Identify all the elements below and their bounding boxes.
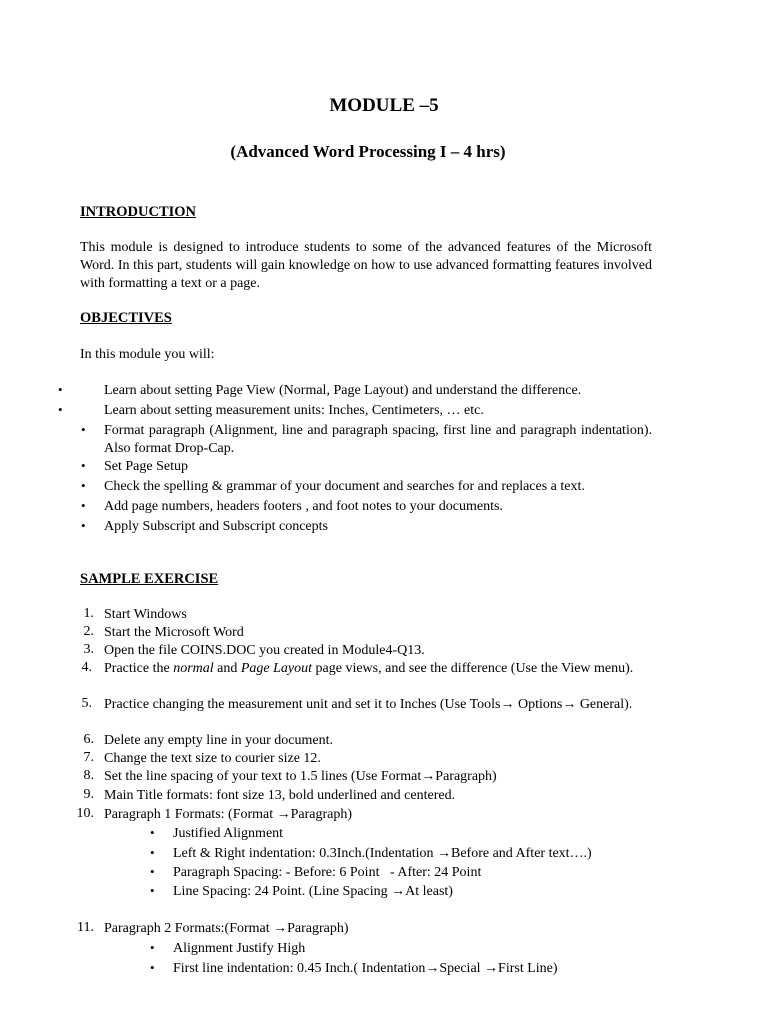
sub-bullet: • <box>150 940 155 955</box>
sub-item: Left & Right indentation: 0.3Inch.(Indentation →Before and After text….) <box>173 846 592 861</box>
intro-heading: INTRODUCTION <box>80 204 197 220</box>
step-number: 8. <box>83 768 94 783</box>
step-text: Delete any empty line in your document. <box>104 733 333 748</box>
sub-item: Alignment Justify High <box>173 941 306 956</box>
step-number: 6. <box>83 732 94 747</box>
objective-item: Check the spelling & grammar of your document and searches for and replaces a text. <box>104 479 585 494</box>
objective-bullet: • <box>81 458 86 473</box>
objective-item: Set Page Setup <box>104 459 188 474</box>
sub-bullet: • <box>150 864 155 879</box>
step-text: Change the text size to courier size 12. <box>104 751 321 766</box>
objective-bullet: • <box>58 382 63 397</box>
step-number: 7. <box>83 750 94 765</box>
step-number: 2. <box>83 624 94 639</box>
sub-item: Line Spacing: 24 Point. (Line Spacing →At least) <box>173 884 453 899</box>
step-text-part: and <box>213 661 241 676</box>
sub-bullet: • <box>150 960 155 975</box>
step-text: Main Title formats: font size 13, bold underlined and centered. <box>104 788 456 803</box>
objective-item: Learn about setting Page View (Normal, Page Layout) and understand the difference. <box>104 383 582 398</box>
objectives-lead: In this module you will: <box>80 347 215 362</box>
sub-item: Justified Alignment <box>173 826 284 841</box>
objective-bullet: • <box>81 498 86 513</box>
objective-bullet: • <box>81 478 86 493</box>
step-number: 9. <box>83 787 94 802</box>
sub-bullet: • <box>150 825 155 840</box>
step-text: Practice changing the measurement unit and set it to Inches (Use Tools→ Options→ General). <box>104 697 633 712</box>
intro-paragraph: This module is designed to introduce students to some of the advanced features of the Microsoft Word. In this part, students will gain knowledge on how to use advanced formatting features involved with formatting a text or a page. <box>80 240 652 291</box>
step-text: Start the Microsoft Word <box>104 625 244 640</box>
page-title: MODULE –5 <box>329 95 439 116</box>
step-number: 10. <box>76 806 94 821</box>
step-text <box>104 660 652 678</box>
objective-bullet: • <box>81 518 86 533</box>
step-text: Paragraph 1 Formats: (Format →Paragraph) <box>104 807 353 822</box>
step-number: 3. <box>83 642 94 657</box>
objective-bullet: • <box>81 422 86 437</box>
step-number: 1. <box>83 606 94 621</box>
step-number: 11. <box>77 920 94 935</box>
objective-item: Apply Subscript and Subscript concepts <box>104 519 328 534</box>
step-text-part: Practice the <box>104 661 174 676</box>
step-number: 4. <box>81 660 92 675</box>
sub-item: First line indentation: 0.45 Inch.( Indentation→Special →First Line) <box>173 961 558 976</box>
objectives-heading: OBJECTIVES <box>80 310 172 326</box>
objective-item: Learn about setting measurement units: Inches, Centimeters, … etc. <box>104 403 484 418</box>
step-text: Open the file COINS.DOC you created in Module4-Q13. <box>104 643 425 658</box>
objective-item: Format paragraph (Alignment, line and paragraph spacing, first line and paragraph indentation). Also format Drop-Cap. <box>104 423 652 456</box>
step-text-emphasis: normal <box>173 661 214 676</box>
step-number: 5. <box>81 696 92 711</box>
sub-bullet: • <box>150 845 155 860</box>
step-text: Set the line spacing of your text to 1.5 lines (Use Format→Paragraph) <box>104 769 497 784</box>
sub-bullet: • <box>150 883 155 898</box>
objective-item: Add page numbers, headers footers , and foot notes to your documents. <box>104 499 503 514</box>
sub-item: Paragraph Spacing: - Before: 6 Point - After: 24 Point <box>173 865 482 880</box>
objective-bullet: • <box>58 402 63 417</box>
step-text: Paragraph 2 Formats:(Format →Paragraph) <box>104 921 349 936</box>
exercise-heading: SAMPLE EXERCISE <box>80 571 219 587</box>
page-subtitle: (Advanced Word Processing I – 4 hrs) <box>230 142 506 161</box>
step-text-part: page views, and see the difference (Use the View menu). <box>312 661 634 676</box>
step-text-emphasis: Page Layout <box>240 661 313 676</box>
step-text: Start Windows <box>104 607 187 622</box>
